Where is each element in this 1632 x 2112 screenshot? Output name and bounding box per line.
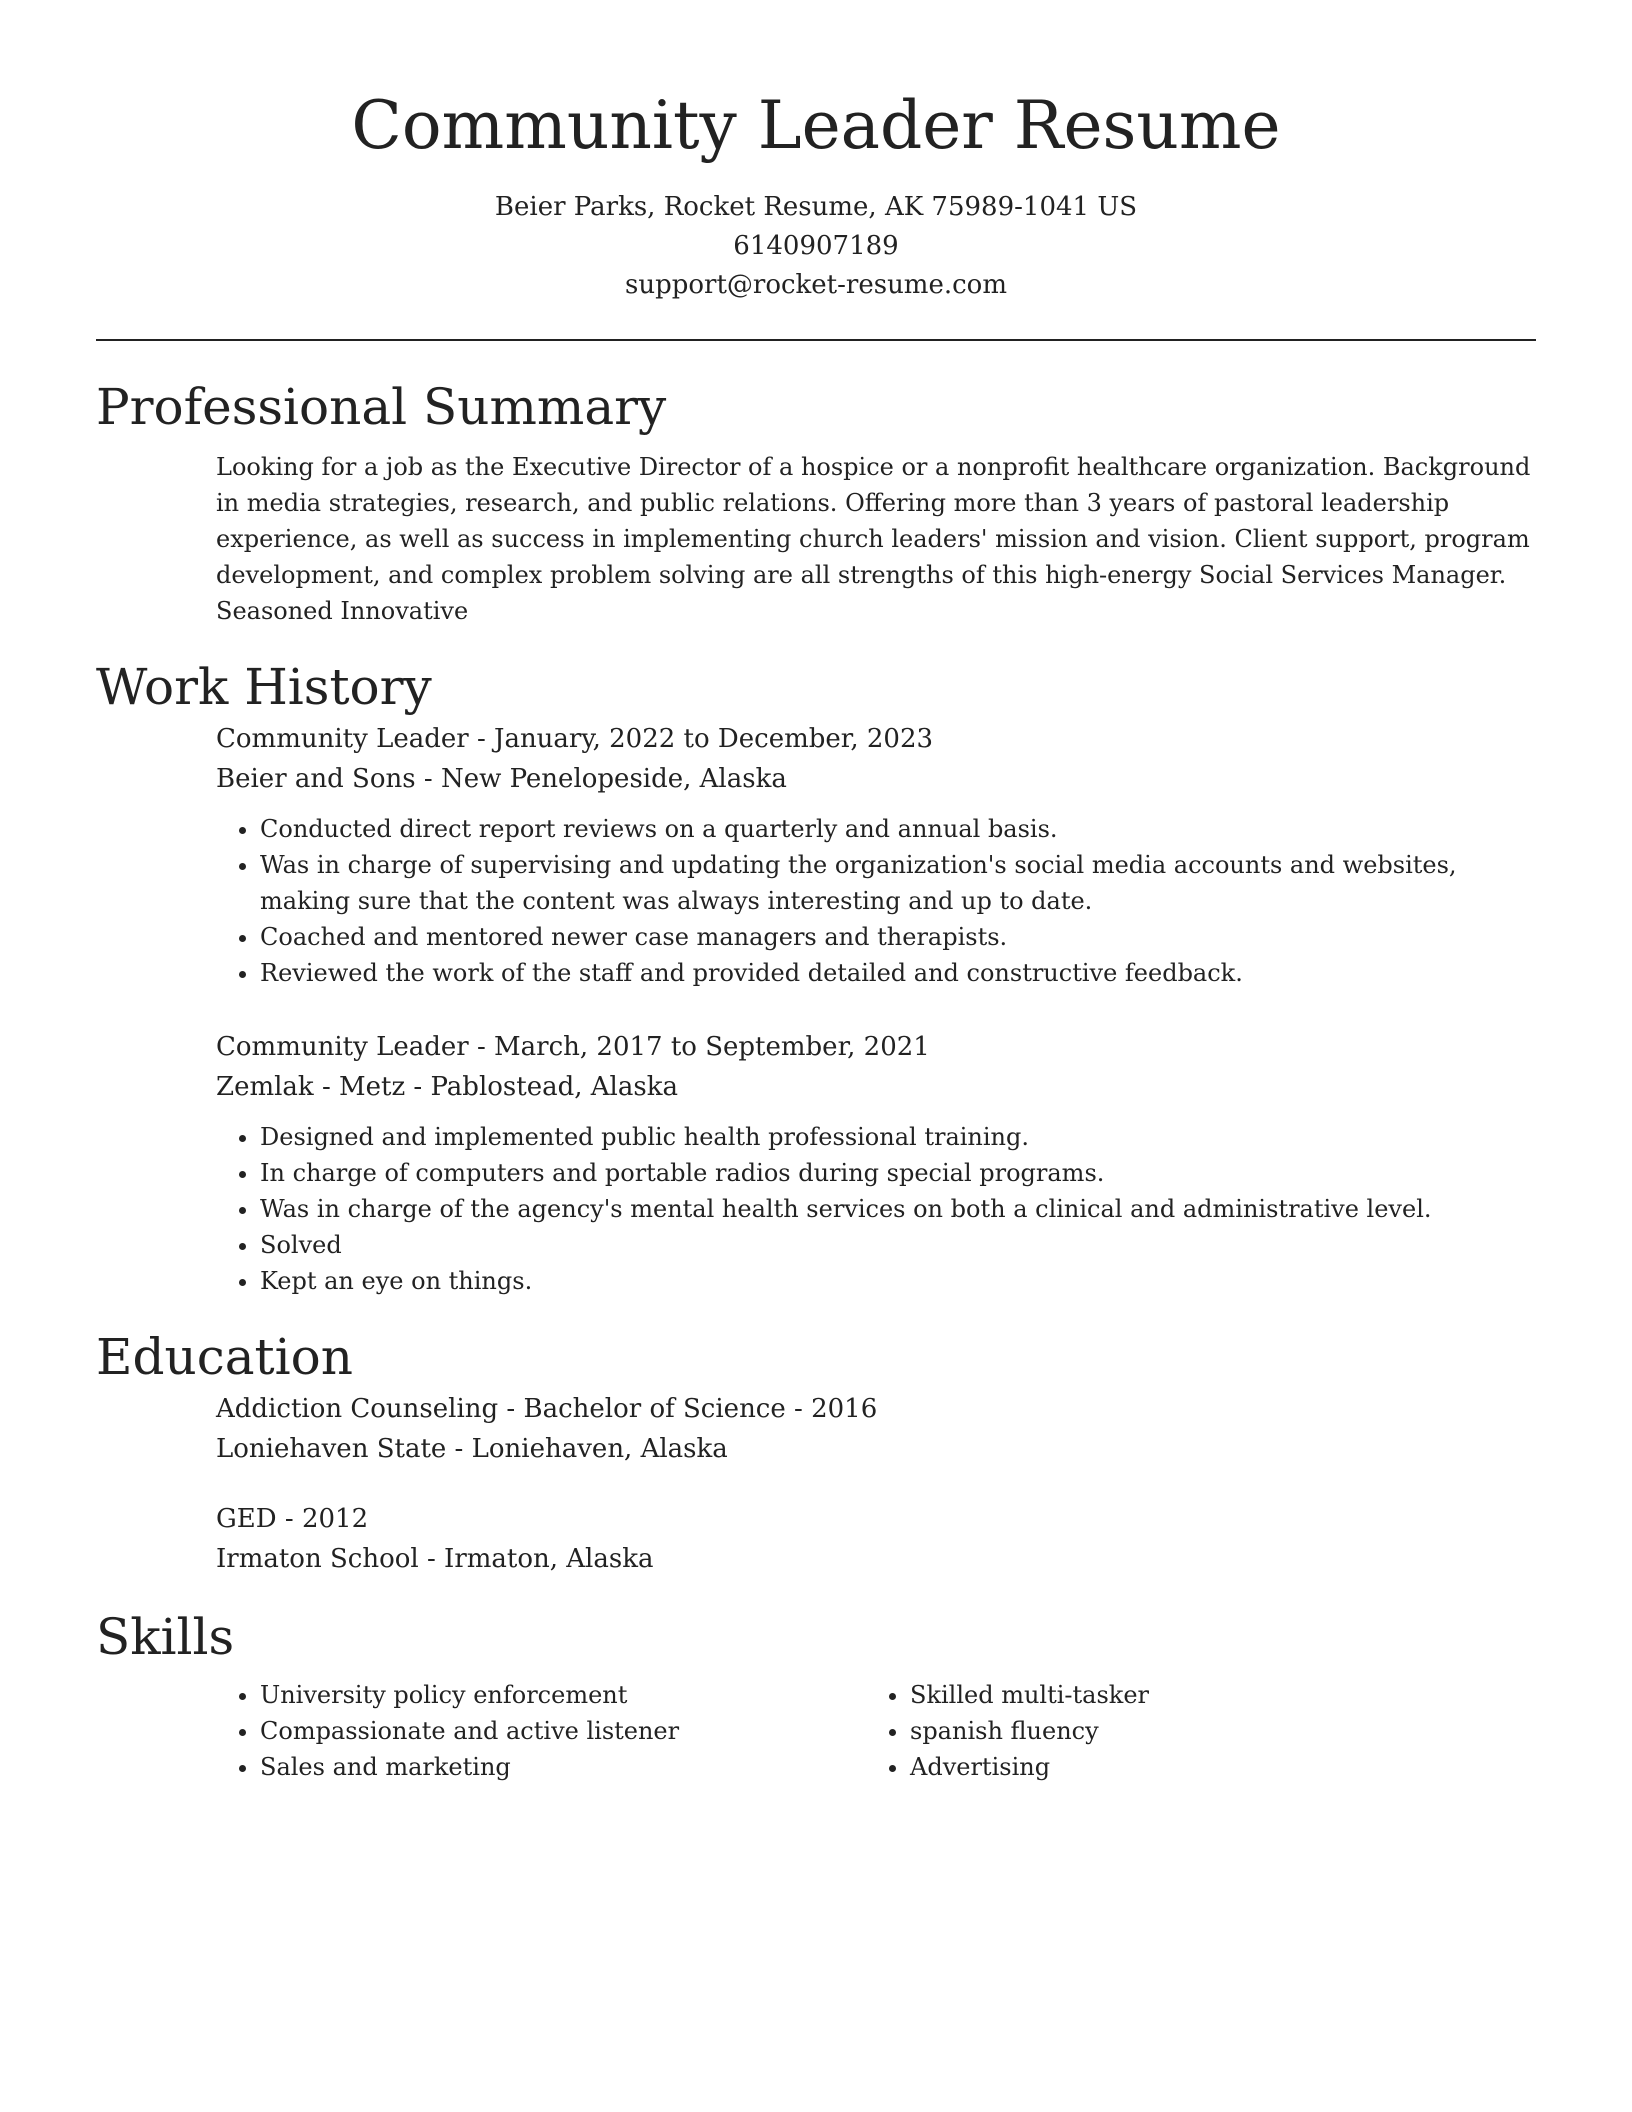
education-location: Loniehaven, Alaska — [471, 1434, 728, 1464]
job-bullet: • In charge of computers and portable radios during special programs. — [260, 1155, 1536, 1191]
summary-section — [96, 375, 1536, 629]
skills-right-column — [866, 1677, 1516, 1785]
work-history-heading: Work History — [96, 658, 432, 716]
job-company-line — [216, 1067, 1536, 1107]
separator: - — [405, 1072, 431, 1102]
job-location: New Penelopeside, Alaska — [440, 764, 787, 794]
separator: - — [446, 1434, 472, 1464]
skill-item: • Skilled multi-tasker — [910, 1677, 1516, 1713]
job-dates: March, 2017 to September, 2021 — [494, 1032, 930, 1062]
work-history-section — [96, 655, 1536, 1299]
job-bullet: • Solved — [260, 1227, 1536, 1263]
job-company-line — [216, 759, 1536, 799]
separator: - — [276, 1504, 302, 1534]
skill-item: • spanish fluency — [910, 1713, 1516, 1749]
job-bullets — [216, 811, 1536, 991]
education-year: 2016 — [811, 1394, 878, 1424]
education-school-line — [216, 1539, 1536, 1579]
job-location: Pablostead, Alaska — [430, 1072, 678, 1102]
skill-item: • Compassionate and active listener — [260, 1713, 866, 1749]
contact-address: Beier Parks, Rocket Resume, AK 75989-1041 US — [494, 192, 1138, 222]
job-bullet: • Was in charge of supervising and updating the organization's social media accounts and websites, making sure that the content was always interesting and up to date. — [260, 847, 1536, 919]
separator: - — [785, 1394, 812, 1424]
job-dates: January, 2022 to December, 2023 — [494, 724, 934, 754]
education-field: GED — [216, 1504, 277, 1534]
job-bullet: • Designed and implemented public health professional training. — [260, 1119, 1536, 1155]
contact-block — [96, 188, 1536, 305]
job-company: Beier and Sons — [216, 764, 416, 794]
skill-item: • University policy enforcement — [260, 1677, 866, 1713]
job-bullet: • Kept an eye on things. — [260, 1263, 1536, 1299]
education-school-line — [216, 1429, 1536, 1469]
education-year: 2012 — [301, 1504, 369, 1534]
education-section — [96, 1325, 1536, 1579]
skill-item: • Advertising — [910, 1749, 1516, 1785]
education-entry — [216, 1389, 1536, 1469]
job-company: Zemlak - Metz — [216, 1072, 406, 1102]
skill-item: • Sales and marketing — [260, 1749, 866, 1785]
separator: - — [468, 724, 495, 754]
job-bullets — [216, 1119, 1536, 1299]
education-heading: Education — [96, 1328, 353, 1386]
job-entry — [216, 719, 1536, 991]
summary-heading: Professional Summary — [96, 378, 667, 436]
summary-text: Looking for a job as the Executive Director of a hospice or a nonprofit healthcare organization. Background in media strategies, research, and public relations. Offering more than 3 years of pastoral leadership experience, as well as success in implementing church leaders' mission and vision. Client support, program development, and complex problem solving are all strengths of this high-energy Social Services Manager. Seasoned Innovative — [216, 453, 1531, 625]
job-entry — [216, 1027, 1536, 1299]
job-title-line — [216, 719, 1536, 759]
separator: - — [498, 1394, 524, 1424]
education-location: Irmaton, Alaska — [444, 1544, 654, 1574]
job-bullet: • Was in charge of the agency's mental health services on both a clinical and administrative level. — [260, 1191, 1536, 1227]
resume-header — [96, 0, 1536, 305]
education-school: Irmaton School — [216, 1544, 419, 1574]
contact-phone: 6140907189 — [733, 231, 899, 261]
education-entry — [216, 1499, 1536, 1579]
job-bullet: • Conducted direct report reviews on a quarterly and annual basis. — [260, 811, 1536, 847]
contact-email: support@rocket-resume.com — [624, 270, 1007, 300]
skills-left-column — [216, 1677, 866, 1785]
education-degree-line — [216, 1499, 1536, 1539]
separator: - — [415, 764, 441, 794]
separator: - — [418, 1544, 445, 1574]
education-degree-line — [216, 1389, 1536, 1429]
skills-columns — [216, 1677, 1536, 1785]
skills-heading: Skills — [96, 1608, 235, 1666]
job-title-line — [216, 1027, 1536, 1067]
job-bullet: • Coached and mentored newer case managers and therapists. — [260, 919, 1536, 955]
separator: - — [468, 1032, 495, 1062]
job-bullet: • Reviewed the work of the staff and provided detailed and constructive feedback. — [260, 955, 1536, 991]
header-divider — [96, 339, 1536, 341]
job-title: Community Leader — [216, 724, 469, 754]
resume-title: Community Leader Resume — [351, 87, 1281, 164]
education-field: Addiction Counseling — [216, 1394, 499, 1424]
education-school: Loniehaven State — [216, 1434, 447, 1464]
job-title: Community Leader — [216, 1032, 469, 1062]
skills-section — [96, 1605, 1536, 1785]
education-degree: Bachelor of Science — [523, 1394, 786, 1424]
